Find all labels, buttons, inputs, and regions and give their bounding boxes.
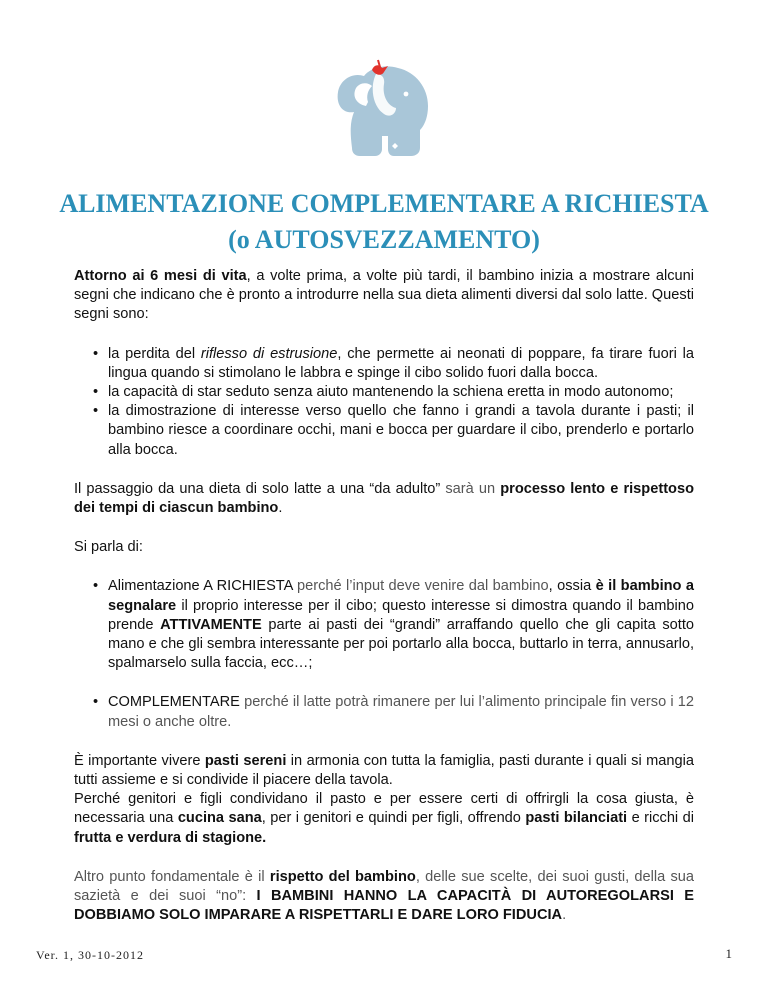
version-footer: Ver. 1, 30-10-2012	[36, 948, 144, 962]
signs-list	[84, 345, 694, 460]
list-item: • COMPLEMENTARE perché il latte potrà rimanere per lui l’alimento principale fin verso i 12 mesi o anche oltre.	[84, 693, 694, 731]
list-item: • la perdita del riflesso di estrusione, che permette ai neonati di poppare, fa tirare fuori la lingua quando si stimolano le labbra e spinge il cibo solido fuori dalla bocca.	[84, 345, 694, 383]
parents-paragraph: Perché genitori e figli condividano il pasto e per essere certi di offrirgli la cosa giusta, è necessaria una cucina sana, per i genitori e quindi per figli, offrendo pasti bilanciati e ricchi di frutta e verdura di stagione.	[74, 791, 694, 846]
title-line-1: ALIMENTAZIONE COMPLEMENTARE A RICHIESTA	[59, 189, 709, 218]
document-body	[74, 267, 694, 925]
intro-paragraph	[74, 267, 694, 325]
serene-paragraph: È importante vivere pasti sereni in armonia con tutta la famiglia, pasti durante i quali si mangia tutti assieme e si condivide il piacere della tavola.	[74, 752, 694, 789]
intro-bold: Attorno ai 6 mesi di vita	[74, 268, 247, 284]
page-title	[40, 186, 728, 258]
si-parla-paragraph: Si parla di:	[74, 539, 143, 556]
elephant-logo	[332, 56, 432, 160]
respect-paragraph: Altro punto fondamentale è il rispetto del bambino, delle sue scelte, dei suoi gusti, della sua sazietà e dei suoi “no”: I BAMBINI HANNO LA CAPACITÀ DI AUTOREGOLARSI E DOBBIAMO SOLO IMPARARE A RISPETTARLI E DARE LORO FIDUCIA.	[74, 868, 695, 924]
list-item: • Alimentazione A RICHIESTA perché l’input deve venire dal bambino, ossia è il bambino a segnalare il proprio interesse per il cibo; questo interesse si dimostra quando il bambino prende ATTIVAMENTE parte ai pasti dei “grandi” arraffando quello che gli capita sotto mano e che gli sembra interessante per poi portarlo alla bocca, buttarlo in terra, annusarlo, spalmarselo sulla faccia, ecc…;	[84, 577, 694, 673]
title-line-2: (o AUTOSVEZZAMENTO)	[228, 225, 540, 254]
page-number: 1	[725, 946, 732, 961]
intro-text: , a volte prima, a volte più tardi, il bambino inizia a mostrare alcuni segni che indicano che è pronto a introdurre nella sua dieta alimenti diversi dal solo latte. Questi segni sono:	[74, 268, 694, 323]
definitions-list	[84, 577, 694, 731]
passage-paragraph: Il passaggio da una dieta di solo latte a una “da adulto” sarà un processo lento e rispettoso dei tempi di ciascun bambino.	[74, 480, 694, 517]
list-item: • la capacità di star seduto senza aiuto mantenendo la schiena eretta in modo autonomo;	[84, 383, 694, 402]
list-item: • la dimostrazione di interesse verso quello che fanno i grandi a tavola durante i pasti; il bambino riesce a coordinare occhi, mani e bocca per guardare il cibo, prenderlo e portarlo alla bocca.	[84, 402, 694, 460]
